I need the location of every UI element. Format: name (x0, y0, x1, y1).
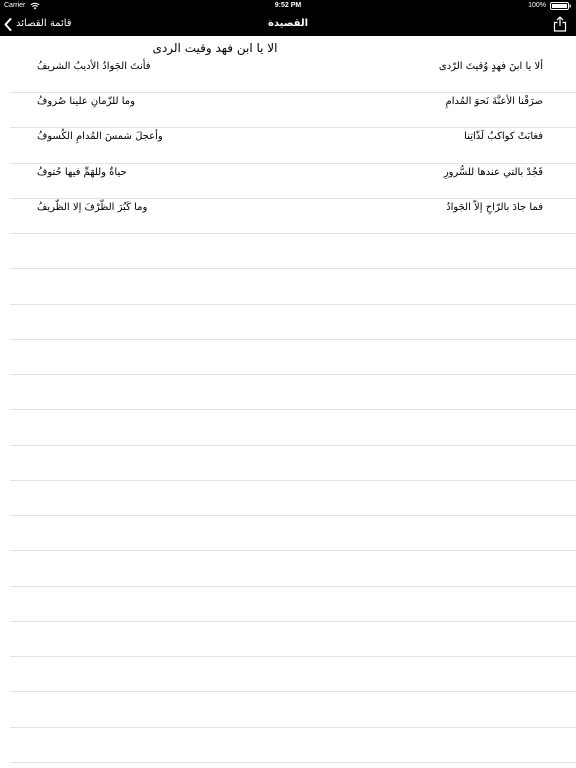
row-separator (10, 656, 576, 657)
row-separator (10, 550, 576, 551)
poem-title: الا يا ابن فهد وقيت الردى (152, 41, 278, 55)
row-separator (10, 233, 576, 234)
row-separator (10, 198, 576, 199)
row-separator (10, 268, 576, 269)
verse-second-hemistich: وما كَبُرَ الظَّرْفَ إلا الظّريفُ (37, 202, 148, 213)
navigation-bar (0, 12, 576, 36)
row-separator (10, 691, 576, 692)
row-separator (10, 374, 576, 375)
verse-first-hemistich: ألا يا ابنَ فهدٍ وُقيتَ الرّدى (438, 61, 543, 72)
row-separator (10, 339, 576, 340)
row-separator (10, 127, 576, 128)
row-separator (10, 445, 576, 446)
row-separator (10, 727, 576, 728)
row-separator (10, 304, 576, 305)
verse-first-hemistich: صرَفْنا الأعنَّةَ نَحوَ المُدامِ (445, 96, 543, 107)
row-separator (10, 92, 576, 93)
carrier-label: Carrier (4, 2, 26, 9)
row-separator (10, 163, 576, 164)
verse-second-hemistich: وأعجلَ شمسَ المُدامِ الكُسوفُ (37, 131, 163, 142)
verse-first-hemistich: فغابَتْ كواكبُ لَذّاتِنا (464, 131, 543, 142)
row-separator (10, 409, 576, 410)
verse-first-hemistich: فَجُدْ بالتي عندها للسُّرورِ (443, 167, 543, 178)
verse-second-hemistich: حياةٌ وللهَمِّ فيها حُتوفُ (37, 167, 127, 178)
verse-second-hemistich: وما للزّمانِ علينا صُروفُ (37, 96, 135, 107)
row-separator (10, 621, 576, 622)
status-bar (0, 0, 576, 12)
battery-percentage: 100% (528, 2, 546, 9)
poem-content[interactable] (0, 36, 576, 768)
status-time: 9:52 PM (274, 2, 302, 9)
verse-second-hemistich: فأنتَ الجَوادُ الأديبُ الشريفُ (37, 61, 151, 72)
row-separator (10, 762, 576, 763)
row-separator (10, 586, 576, 587)
row-separator (10, 480, 576, 481)
page-title: القصيدة (268, 18, 308, 29)
row-separator (10, 515, 576, 516)
battery-icon (550, 2, 571, 10)
verse-first-hemistich: فما جادَ بالرّاحِ إلاّ الجَوادُ (446, 202, 543, 213)
back-label: قائمة القصائد (16, 18, 72, 29)
share-icon[interactable] (553, 16, 567, 32)
